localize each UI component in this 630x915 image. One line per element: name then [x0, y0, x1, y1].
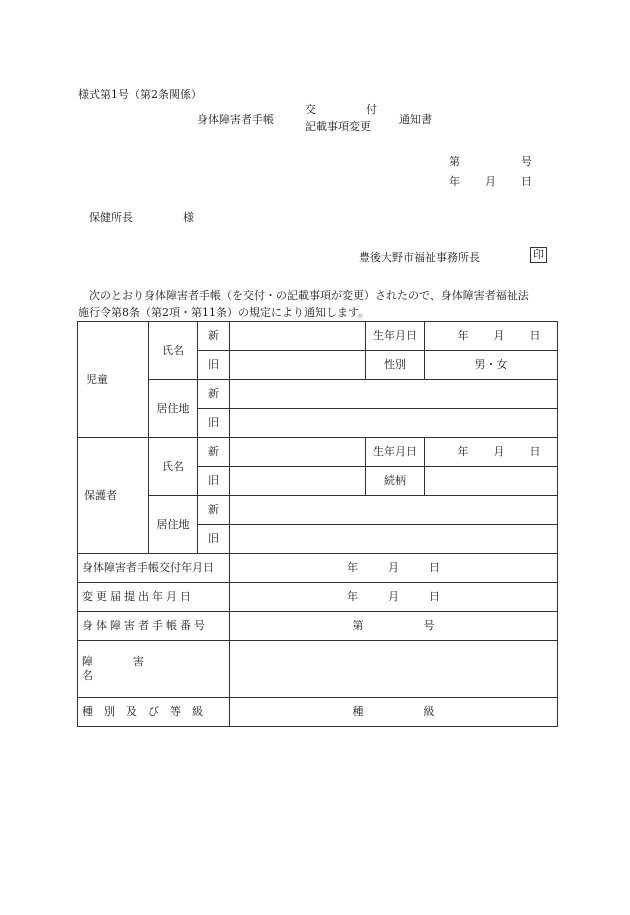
sender-office: 豊後大野市福祉事務所長	[359, 251, 480, 264]
guardian-name-old-label: 旧	[198, 467, 230, 496]
child-sex-label: 性別	[366, 351, 425, 380]
title-option-issue-a: 交	[305, 103, 316, 116]
child-name-old-value[interactable]	[230, 351, 366, 380]
guardian-name-label: 氏名	[149, 438, 198, 496]
card-number-value[interactable]: 第 号	[230, 612, 558, 641]
child-address-new-value[interactable]	[230, 380, 558, 409]
guardian-address-new-label: 新	[198, 496, 230, 525]
child-birthdate-label: 生年月日	[366, 322, 425, 351]
body-line-2: 施行令第8条（第2項・第11条）の規定により通知します。	[78, 306, 370, 319]
child-name-new-label: 新	[198, 322, 230, 351]
child-address-new-label: 新	[198, 380, 230, 409]
notification-table	[77, 321, 558, 727]
body-line-1: 次のとおり身体障害者手帳（を交付・の記載事項が変更）されたので、身体障害者福祉法	[89, 289, 529, 302]
title-option-change: 記載事項変更	[305, 120, 371, 133]
seal-mark: 印	[530, 247, 547, 263]
date-year: 年	[449, 175, 460, 188]
child-address-old-label: 旧	[198, 409, 230, 438]
child-birthdate-value[interactable]: 年 月 日	[425, 322, 558, 351]
date-day: 日	[521, 175, 532, 188]
change-date-label: 変更届提出年月日	[78, 583, 230, 612]
addressee-name: 保健所長	[89, 211, 133, 224]
guardian-name-new-label: 新	[198, 438, 230, 467]
guardian-birthdate-label: 生年月日	[366, 438, 425, 467]
date-month: 月	[485, 175, 496, 188]
guardian-address-old-label: 旧	[198, 525, 230, 554]
grade-label: 種別及び等級	[78, 698, 230, 727]
guardian-address-new-value[interactable]	[230, 496, 558, 525]
issue-date-value[interactable]: 年 月 日	[230, 554, 558, 583]
doc-number-go: 号	[521, 155, 532, 168]
guardian-address-old-value[interactable]	[230, 525, 558, 554]
section-guardian: 保護者	[78, 438, 149, 554]
title-main: 身体障害者手帳	[197, 113, 274, 126]
guardian-relation-label: 続柄	[366, 467, 425, 496]
child-name-old-label: 旧	[198, 351, 230, 380]
guardian-name-new-value[interactable]	[230, 438, 366, 467]
child-sex-value[interactable]: 男・女	[425, 351, 558, 380]
title-option-issue-b: 付	[366, 103, 377, 116]
child-name-new-value[interactable]	[230, 322, 366, 351]
issue-date-label: 身体障害者手帳交付年月日	[78, 554, 230, 583]
guardian-relation-value[interactable]	[425, 467, 558, 496]
section-child: 児童	[78, 322, 149, 438]
grade-value[interactable]: 種 級	[230, 698, 558, 727]
form-number: 様式第1号（第2条関係）	[78, 88, 202, 101]
addressee-sama: 様	[183, 211, 194, 224]
change-date-value[interactable]: 年 月 日	[230, 583, 558, 612]
title-suffix: 通知書	[399, 113, 432, 126]
child-address-label: 居住地	[149, 380, 198, 438]
guardian-birthdate-value[interactable]: 年 月 日	[425, 438, 558, 467]
child-address-old-value[interactable]	[230, 409, 558, 438]
card-number-label: 身体障害者手帳番号	[78, 612, 230, 641]
guardian-address-label: 居住地	[149, 496, 198, 554]
child-name-label: 氏名	[149, 322, 198, 380]
guardian-name-old-value[interactable]	[230, 467, 366, 496]
doc-number-dai: 第	[449, 155, 460, 168]
disability-value[interactable]	[230, 641, 558, 698]
disability-label: 障害名	[78, 641, 230, 698]
